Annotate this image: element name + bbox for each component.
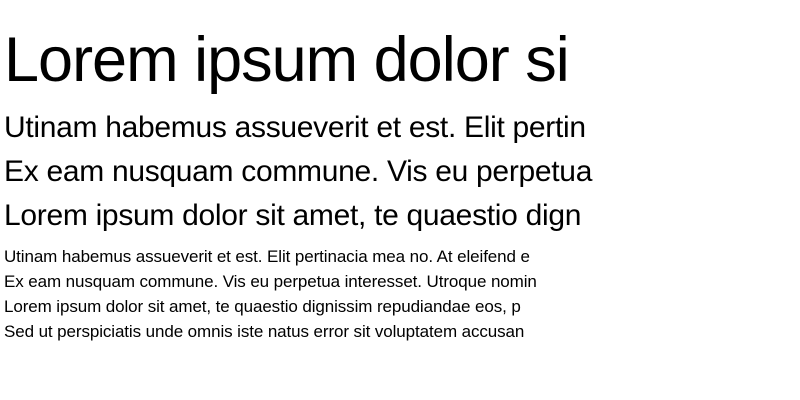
specimen-body-line-2: Ex eam nusquam commune. Vis eu perpetua interesset. Utroque nomin — [4, 272, 537, 291]
specimen-body-line-4: Sed ut perspiciatis unde omnis iste natus error sit voluptatem accusan — [4, 322, 525, 341]
specimen-body-line-1: Utinam habemus assueverit et est. Elit pertinacia mea no. At eleifend e — [4, 247, 530, 266]
specimen-subhead-3: Lorem ipsum dolor sit amet, te quaestio dign — [4, 199, 582, 232]
specimen-body-block — [4, 238, 800, 344]
specimen-headline: Lorem ipsum dolor si — [4, 25, 569, 95]
specimen-body-line-3: Lorem ipsum dolor sit amet, te quaestio dignissim repudiandae eos, p — [4, 297, 521, 316]
specimen-subhead-1: Utinam habemus assueverit et est. Elit pertin — [4, 111, 586, 144]
specimen-subhead-2: Ex eam nusquam commune. Vis eu perpetua — [4, 155, 593, 188]
